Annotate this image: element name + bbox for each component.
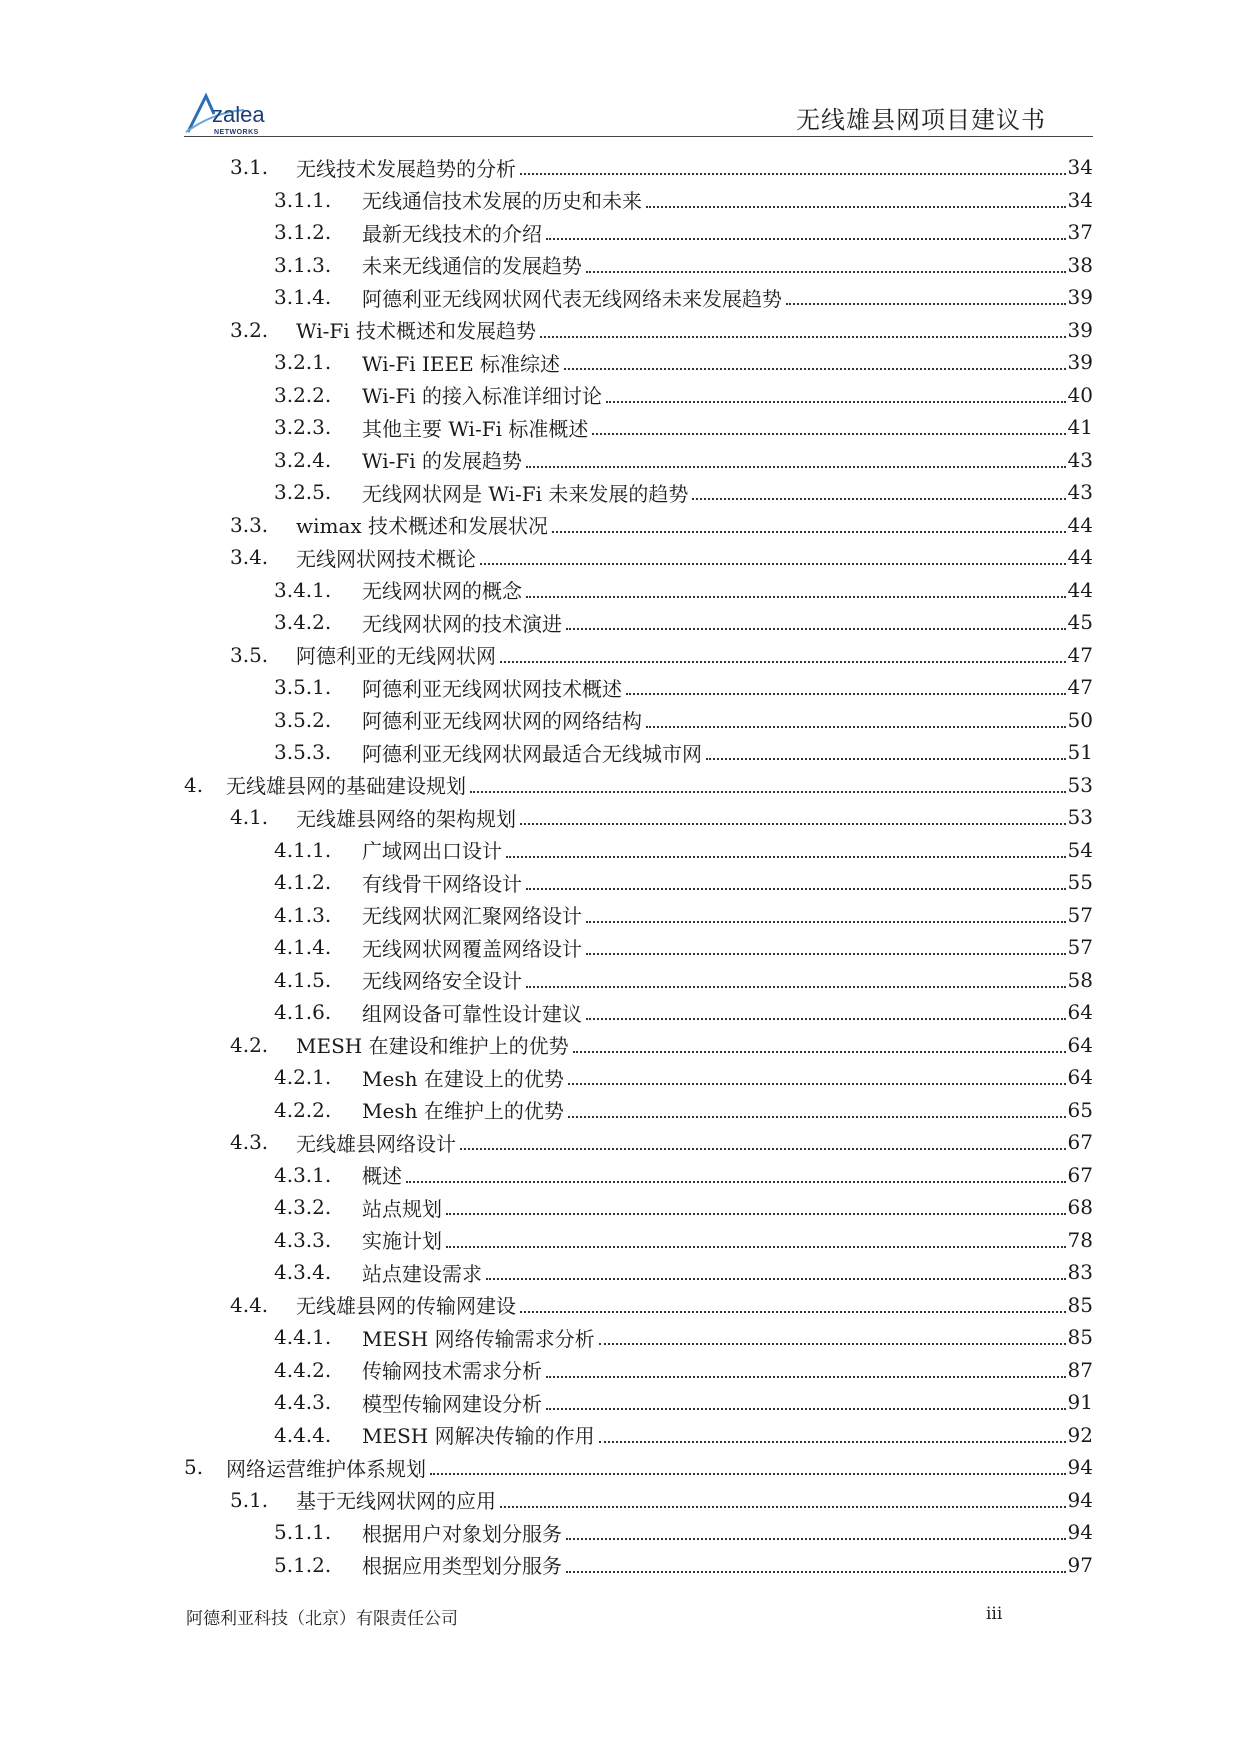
toc-entry-title: 其他主要 Wi-Fi 标准概述 [362,416,589,441]
toc-entry-page: 39 [1067,285,1093,310]
toc-entry-page: 53 [1067,805,1093,830]
toc-entry[interactable] [184,281,1093,314]
company-logo [184,92,304,138]
toc-entry-page: 94 [1067,1520,1093,1545]
toc-entry[interactable] [184,899,1093,932]
toc-entry-number: 4.2. [230,1032,269,1057]
toc-entry-page: 54 [1067,837,1093,862]
toc-entry-title: 站点建设需求 [362,1261,482,1286]
toc-entry-number: 3.4.1. [274,577,332,602]
toc-entry-number: 3.1. [230,155,269,180]
toc-dot-leader [526,986,1066,988]
toc-entry-page: 92 [1067,1422,1093,1447]
toc-dot-leader [568,1116,1066,1118]
footer-company: 阿德利亚科技（北京）有限责任公司 [186,1609,458,1629]
toc-dot-leader [480,563,1066,565]
logo-subtext: NETWORKS [214,129,259,136]
toc-entry[interactable] [184,704,1093,737]
toc-entry-page: 34 [1067,155,1093,180]
toc-entry-page: 34 [1067,187,1093,212]
toc-dot-leader [606,401,1066,403]
toc-dot-leader [564,368,1066,370]
toc-entry-number: 3.1.4. [274,285,332,310]
toc-entry-title: 阿德利亚无线网状网技术概述 [362,676,622,701]
toc-dot-leader [526,888,1066,890]
toc-entry-title: Wi-Fi 技术概述和发展趋势 [296,319,536,344]
toc-entry[interactable] [184,1061,1093,1094]
toc-dot-leader [406,1181,1066,1183]
toc-entry-title: 无线网状网覆盖网络设计 [362,936,582,961]
toc-entry-title: 阿德利亚无线网状网的网络结构 [362,709,642,734]
header-divider [184,136,1093,137]
toc-entry-number: 4.1.2. [274,870,332,895]
toc-entry[interactable] [184,1224,1093,1257]
toc-entry-number: 3.1.3. [274,252,332,277]
toc-entry-page: 37 [1067,220,1093,245]
toc-dot-leader [626,693,1066,695]
toc-entry[interactable] [184,151,1093,184]
toc-entry-page: 94 [1067,1487,1093,1512]
toc-entry-page: 85 [1067,1325,1093,1350]
toc-entry-number: 4.2.2. [274,1097,332,1122]
toc-entry-number: 4. [184,772,204,797]
toc-dot-leader [546,238,1066,240]
toc-entry[interactable] [184,736,1093,769]
toc-entry-page: 67 [1067,1130,1093,1155]
toc-entry-number: 4.4. [230,1292,269,1317]
toc-entry-number: 4.1.4. [274,935,332,960]
toc-entry[interactable] [184,1159,1093,1192]
toc-entry-number: 4.3.1. [274,1162,332,1187]
toc-dot-leader [786,303,1066,305]
toc-entry-title: 无线网状网的概念 [362,579,522,604]
toc-entry-title: 最新无线技术的介绍 [362,221,542,246]
toc-dot-leader [646,206,1066,208]
toc-entry-title: 阿德利亚的无线网状网 [296,644,496,669]
toc-dot-leader [599,1343,1066,1345]
toc-entry-title: Mesh 在维护上的优势 [362,1099,564,1124]
toc-entry-number: 3.1.2. [274,220,332,245]
toc-dot-leader [470,791,1066,793]
logo-wordmark: zalea [212,102,265,127]
toc-dot-leader [566,1571,1066,1573]
toc-entry-page: 41 [1067,415,1093,440]
toc-entry-number: 3.5. [230,642,269,667]
toc-entry[interactable] [184,1386,1093,1419]
toc-entry[interactable] [184,931,1093,964]
toc-entry[interactable] [184,1029,1093,1062]
toc-entry-page: 39 [1067,350,1093,375]
toc-entry-page: 87 [1067,1357,1093,1382]
toc-entry-title: 无线网络安全设计 [362,969,522,994]
toc-entry-number: 4.1.6. [274,1000,332,1025]
toc-entry-page: 64 [1067,1000,1093,1025]
toc-entry-title: 根据应用类型划分服务 [362,1554,562,1579]
toc-entry-number: 3.3. [230,512,269,537]
toc-entry-title: 基于无线网状网的应用 [296,1489,496,1514]
toc-entry-number: 3.1.1. [274,187,332,212]
toc-entry[interactable] [184,184,1093,217]
toc-entry-page: 68 [1067,1195,1093,1220]
toc-entry-title: 无线雄县网络设计 [296,1131,456,1156]
toc-dot-leader [573,1051,1066,1053]
toc-entry-title: 无线网状网的技术演进 [362,611,562,636]
toc-entry-page: 67 [1067,1162,1093,1187]
toc-entry-page: 97 [1067,1552,1093,1577]
toc-entry-page: 47 [1067,642,1093,667]
toc-dot-leader [540,336,1066,338]
toc-entry-number: 4.1.5. [274,967,332,992]
toc-entry[interactable] [184,996,1093,1029]
toc-entry[interactable] [184,314,1093,347]
toc-entry-page: 47 [1067,675,1093,700]
toc-entry-title: 实施计划 [362,1229,442,1254]
toc-entry[interactable] [184,216,1093,249]
toc-entry-page: 55 [1067,870,1093,895]
toc-entry-title: 网络运营维护体系规划 [226,1456,426,1481]
toc-entry-page: 39 [1067,317,1093,342]
toc-entry-number: 3.5.1. [274,675,332,700]
toc-entry-page: 57 [1067,902,1093,927]
toc-entry[interactable] [184,379,1093,412]
toc-entry-title: 传输网技术需求分析 [362,1359,542,1384]
toc-dot-leader [430,1473,1066,1475]
toc-entry-number: 4.3. [230,1130,269,1155]
toc-entry-page: 51 [1067,740,1093,765]
toc-entry-title: 广域网出口设计 [362,839,502,864]
toc-entry-title: Mesh 在建设上的优势 [362,1066,564,1091]
toc-entry-title: 阿德利亚无线网状网代表无线网络未来发展趋势 [362,286,782,311]
toc-entry[interactable] [184,444,1093,477]
toc-entry[interactable] [184,1094,1093,1127]
toc-entry[interactable] [184,574,1093,607]
toc-entry-title: MESH 在建设和维护上的优势 [296,1034,569,1059]
toc-entry[interactable] [184,1516,1093,1549]
toc-entry[interactable] [184,1419,1093,1452]
toc-entry[interactable] [184,866,1093,899]
toc-entry[interactable] [184,639,1093,672]
toc-entry-page: 53 [1067,772,1093,797]
toc-dot-leader [586,921,1066,923]
toc-entry-number: 3.2.1. [274,350,332,375]
toc-entry-number: 4.4.3. [274,1390,332,1415]
toc-dot-leader [586,953,1066,955]
toc-entry[interactable] [184,1289,1093,1322]
toc-entry-number: 4.3.4. [274,1260,332,1285]
document-title: 无线雄县网项目建议书 [796,106,1046,134]
toc-entry-number: 4.4.4. [274,1422,332,1447]
toc-dot-leader [566,628,1066,630]
toc-entry-number: 3.5.3. [274,740,332,765]
toc-entry-number: 4.4.1. [274,1325,332,1350]
toc-entry-page: 38 [1067,252,1093,277]
toc-entry-title: 有线骨干网络设计 [362,871,522,896]
toc-entry-title: Wi-Fi 的接入标准详细讨论 [362,384,602,409]
toc-entry-page: 78 [1067,1227,1093,1252]
toc-entry-number: 3.2.5. [274,480,332,505]
toc-entry-title: 无线通信技术发展的历史和未来 [362,189,642,214]
toc-entry-page: 40 [1067,382,1093,407]
toc-entry-number: 4.3.2. [274,1195,332,1220]
toc-entry-page: 57 [1067,935,1093,960]
toc-entry-page: 50 [1067,707,1093,732]
toc-entry[interactable] [184,1451,1093,1484]
toc-entry-page: 43 [1067,447,1093,472]
toc-entry-page: 43 [1067,480,1093,505]
toc-dot-leader [486,1278,1066,1280]
toc-entry-number: 3.2.3. [274,415,332,440]
toc-entry-number: 3.5.2. [274,707,332,732]
toc-entry-page: 44 [1067,512,1093,537]
toc-entry-title: 模型传输网建设分析 [362,1391,542,1416]
toc-entry-title: 无线网状网技术概论 [296,546,476,571]
toc-entry[interactable] [184,1126,1093,1159]
toc-entry[interactable] [184,769,1093,802]
toc-entry-number: 5.1.1. [274,1520,332,1545]
toc-entry-page: 94 [1067,1455,1093,1480]
toc-entry-title: 无线雄县网的传输网建设 [296,1294,516,1319]
toc-entry-title: 概述 [362,1164,402,1189]
toc-dot-leader [546,1376,1066,1378]
toc-dot-leader [500,661,1066,663]
toc-dot-leader [566,1538,1066,1540]
toc-entry-title: 未来无线通信的发展趋势 [362,254,582,279]
toc-dot-leader [568,1083,1066,1085]
toc-dot-leader [706,758,1066,760]
toc-entry[interactable] [184,1549,1093,1582]
toc-dot-leader [500,1506,1066,1508]
toc-entry-page: 58 [1067,967,1093,992]
toc-entry-page: 83 [1067,1260,1093,1285]
toc-entry-page: 65 [1067,1097,1093,1122]
toc-entry-page: 91 [1067,1390,1093,1415]
toc-entry[interactable] [184,1191,1093,1224]
toc-entry-page: 45 [1067,610,1093,635]
toc-dot-leader [592,433,1065,435]
toc-entry[interactable] [184,606,1093,639]
toc-entry-title: Wi-Fi 的发展趋势 [362,449,522,474]
toc-entry-page: 85 [1067,1292,1093,1317]
toc-entry[interactable] [184,346,1093,379]
toc-entry-number: 4.2.1. [274,1065,332,1090]
toc-entry-number: 3.2. [230,317,269,342]
toc-entry-page: 64 [1067,1032,1093,1057]
toc-dot-leader [460,1148,1066,1150]
toc-entry-number: 3.4. [230,545,269,570]
toc-entry-title: MESH 网解决传输的作用 [362,1424,595,1449]
toc-entry-page: 64 [1067,1065,1093,1090]
toc-entry[interactable] [184,834,1093,867]
toc-entry-page: 44 [1067,577,1093,602]
toc-dot-leader [520,823,1066,825]
toc-entry-title: 站点规划 [362,1196,442,1221]
toc-dot-leader [646,726,1066,728]
toc-dot-leader [520,1311,1066,1313]
toc-dot-leader [552,531,1066,533]
toc-entry[interactable] [184,411,1093,444]
toc-entry-title: 无线雄县网络的架构规划 [296,806,516,831]
toc-entry-number: 5.1.2. [274,1552,332,1577]
toc-entry[interactable] [184,964,1093,997]
toc-entry-title: MESH 网络传输需求分析 [362,1326,595,1351]
toc-entry-number: 4.1.3. [274,902,332,927]
toc-entry-number: 4.3.3. [274,1227,332,1252]
toc-entry-title: 根据用户对象划分服务 [362,1521,562,1546]
toc-entry-number: 5.1. [230,1487,269,1512]
toc-entry[interactable] [184,1321,1093,1354]
toc-entry-title: 无线雄县网的基础建设规划 [226,774,466,799]
toc-entry-number: 4.4.2. [274,1357,332,1382]
toc-dot-leader [506,856,1066,858]
toc-entry-title: 无线网状网是 Wi-Fi 未来发展的趋势 [362,481,689,506]
toc-entry-title: 组网设备可靠性设计建议 [362,1001,582,1026]
toc-entry[interactable] [184,1256,1093,1289]
azalea-logo-icon [184,92,304,138]
toc-entry-title: 无线技术发展趋势的分析 [296,156,516,181]
table-of-contents [184,151,1093,1581]
toc-entry-number: 3.2.4. [274,447,332,472]
footer-page-number: iii [986,1604,1003,1624]
toc-entry[interactable] [184,249,1093,282]
toc-entry-title: wimax 技术概述和发展状况 [296,514,549,539]
toc-entry-number: 5. [184,1455,204,1480]
toc-entry[interactable] [184,541,1093,574]
toc-entry[interactable] [184,476,1093,509]
toc-dot-leader [692,498,1065,500]
toc-entry-title: Wi-Fi IEEE 标准综述 [362,351,561,376]
toc-dot-leader [446,1246,1066,1248]
toc-entry[interactable] [184,1354,1093,1387]
toc-entry-number: 4.1. [230,805,269,830]
toc-entry-title: 无线网状网汇聚网络设计 [362,904,582,929]
toc-dot-leader [526,466,1066,468]
toc-dot-leader [446,1213,1066,1215]
toc-entry[interactable] [184,1484,1093,1517]
toc-dot-leader [586,1018,1066,1020]
toc-entry[interactable] [184,509,1093,542]
toc-entry-number: 3.2.2. [274,382,332,407]
toc-entry[interactable] [184,801,1093,834]
toc-dot-leader [586,271,1066,273]
toc-dot-leader [546,1408,1066,1410]
toc-entry-number: 3.4.2. [274,610,332,635]
toc-entry-number: 4.1.1. [274,837,332,862]
toc-dot-leader [526,596,1066,598]
toc-dot-leader [599,1441,1066,1443]
toc-entry-title: 阿德利亚无线网状网最适合无线城市网 [362,741,702,766]
toc-dot-leader [520,173,1066,175]
toc-entry-page: 44 [1067,545,1093,570]
toc-entry[interactable] [184,671,1093,704]
